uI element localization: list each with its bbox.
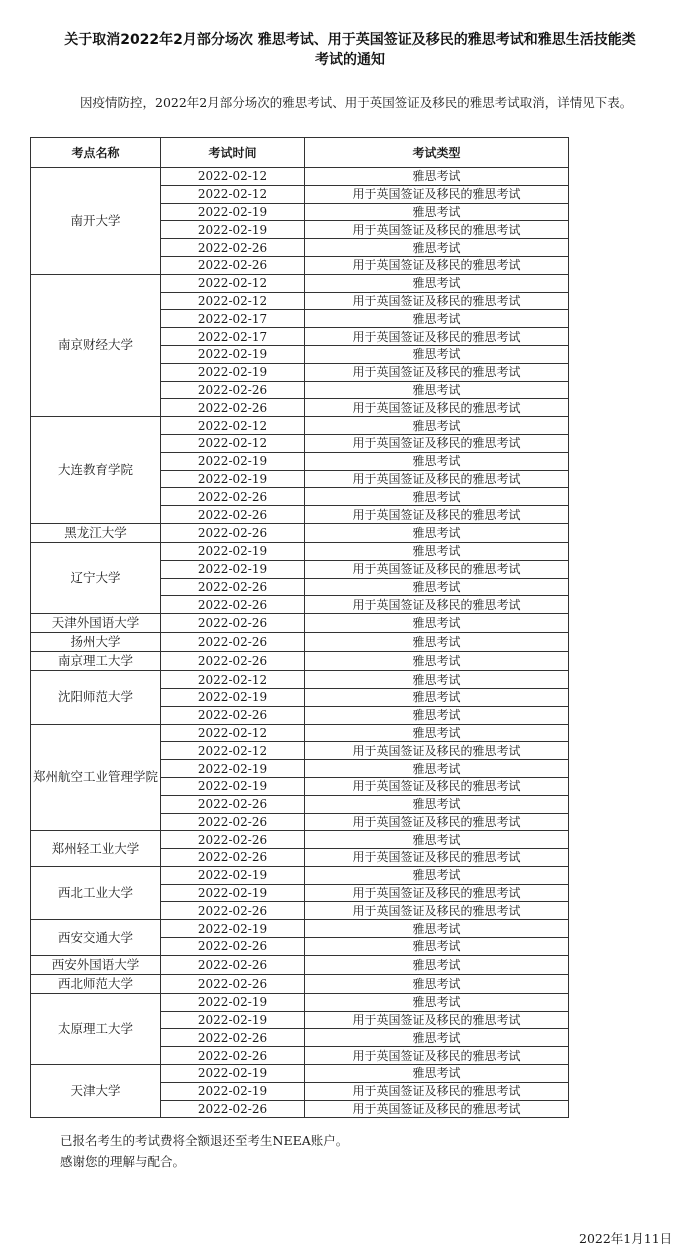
date-cell: 2022-02-26 bbox=[161, 974, 305, 993]
date-cell: 2022-02-26 bbox=[161, 849, 305, 867]
type-cell: 用于英国签证及移民的雅思考试 bbox=[305, 470, 569, 488]
date-cell: 2022-02-26 bbox=[161, 596, 305, 614]
date-cell: 2022-02-26 bbox=[161, 902, 305, 920]
date-cell: 2022-02-19 bbox=[161, 993, 305, 1011]
type-cell: 用于英国签证及移民的雅思考试 bbox=[305, 328, 569, 346]
type-cell: 用于英国签证及移民的雅思考试 bbox=[305, 902, 569, 920]
venue-cell: 太原理工大学 bbox=[31, 993, 161, 1064]
venue-cell: 辽宁大学 bbox=[31, 542, 161, 613]
type-cell: 雅思考试 bbox=[305, 203, 569, 221]
type-cell: 用于英国签证及移民的雅思考试 bbox=[305, 292, 569, 310]
table-row bbox=[31, 274, 569, 292]
date-cell: 2022-02-26 bbox=[161, 831, 305, 849]
date-cell: 2022-02-19 bbox=[161, 688, 305, 706]
type-cell: 用于英国签证及移民的雅思考试 bbox=[305, 221, 569, 239]
table-row bbox=[31, 955, 569, 974]
venue-cell: 天津外国语大学 bbox=[31, 614, 161, 633]
venue-cell: 西安外国语大学 bbox=[31, 955, 161, 974]
date-cell: 2022-02-26 bbox=[161, 1029, 305, 1047]
type-cell: 用于英国签证及移民的雅思考试 bbox=[305, 1047, 569, 1065]
venue-cell: 南开大学 bbox=[31, 168, 161, 275]
date-cell: 2022-02-26 bbox=[161, 381, 305, 399]
type-cell: 雅思考试 bbox=[305, 523, 569, 542]
date-cell: 2022-02-26 bbox=[161, 1047, 305, 1065]
table-row bbox=[31, 866, 569, 884]
type-cell: 雅思考试 bbox=[305, 614, 569, 633]
type-cell: 雅思考试 bbox=[305, 488, 569, 506]
type-cell: 用于英国签证及移民的雅思考试 bbox=[305, 560, 569, 578]
date-cell: 2022-02-26 bbox=[161, 578, 305, 596]
table-row bbox=[31, 168, 569, 186]
table-body bbox=[31, 168, 569, 1118]
type-cell: 雅思考试 bbox=[305, 633, 569, 652]
date-cell: 2022-02-26 bbox=[161, 239, 305, 257]
table-row bbox=[31, 614, 569, 633]
type-cell: 用于英国签证及移民的雅思考试 bbox=[305, 185, 569, 203]
date-cell: 2022-02-12 bbox=[161, 671, 305, 689]
date-cell: 2022-02-12 bbox=[161, 724, 305, 742]
title-line-1: 关于取消2022年2月部分场次 雅思考试、用于英国签证及移民的雅思考试和雅思生活技能类 bbox=[64, 32, 636, 48]
intro-paragraph: 因疫情防控，2022年2月部分场次的雅思考试、用于英国签证及移民的雅思考试取消，详情见下表。 bbox=[80, 95, 633, 110]
venue-cell: 南京财经大学 bbox=[31, 274, 161, 416]
type-cell: 雅思考试 bbox=[305, 578, 569, 596]
date-cell: 2022-02-26 bbox=[161, 488, 305, 506]
type-cell: 雅思考试 bbox=[305, 938, 569, 956]
header-venue: 考点名称 bbox=[31, 138, 161, 168]
type-cell: 雅思考试 bbox=[305, 671, 569, 689]
type-cell: 雅思考试 bbox=[305, 274, 569, 292]
venue-cell: 天津大学 bbox=[31, 1065, 161, 1118]
venue-cell: 郑州航空工业管理学院 bbox=[31, 724, 161, 831]
type-cell: 雅思考试 bbox=[305, 542, 569, 560]
date-cell: 2022-02-26 bbox=[161, 652, 305, 671]
type-cell: 用于英国签证及移民的雅思考试 bbox=[305, 434, 569, 452]
type-cell: 用于英国签证及移民的雅思考试 bbox=[305, 742, 569, 760]
type-cell: 雅思考试 bbox=[305, 345, 569, 363]
header-date: 考试时间 bbox=[161, 138, 305, 168]
date-cell: 2022-02-26 bbox=[161, 706, 305, 724]
type-cell: 用于英国签证及移民的雅思考试 bbox=[305, 813, 569, 831]
type-cell: 雅思考试 bbox=[305, 760, 569, 778]
type-cell: 雅思考试 bbox=[305, 417, 569, 435]
date-cell: 2022-02-19 bbox=[161, 470, 305, 488]
notice-title bbox=[0, 30, 700, 70]
type-cell: 用于英国签证及移民的雅思考试 bbox=[305, 849, 569, 867]
date-cell: 2022-02-26 bbox=[161, 506, 305, 524]
type-cell: 用于英国签证及移民的雅思考试 bbox=[305, 1082, 569, 1100]
notice-date: 2022年1月11日 bbox=[579, 1231, 673, 1246]
date-cell: 2022-02-19 bbox=[161, 542, 305, 560]
type-cell: 用于英国签证及移民的雅思考试 bbox=[305, 777, 569, 795]
table-row bbox=[31, 542, 569, 560]
venue-cell: 沈阳师范大学 bbox=[31, 671, 161, 724]
date-cell: 2022-02-12 bbox=[161, 185, 305, 203]
type-cell: 雅思考试 bbox=[305, 381, 569, 399]
date-cell: 2022-02-19 bbox=[161, 884, 305, 902]
type-cell: 雅思考试 bbox=[305, 1065, 569, 1083]
date-cell: 2022-02-26 bbox=[161, 633, 305, 652]
venue-cell: 扬州大学 bbox=[31, 633, 161, 652]
date-cell: 2022-02-12 bbox=[161, 434, 305, 452]
venue-cell: 黑龙江大学 bbox=[31, 523, 161, 542]
date-cell: 2022-02-19 bbox=[161, 345, 305, 363]
date-cell: 2022-02-19 bbox=[161, 777, 305, 795]
type-cell: 雅思考试 bbox=[305, 310, 569, 328]
date-cell: 2022-02-19 bbox=[161, 866, 305, 884]
type-cell: 用于英国签证及移民的雅思考试 bbox=[305, 1011, 569, 1029]
type-cell: 雅思考试 bbox=[305, 920, 569, 938]
date-cell: 2022-02-26 bbox=[161, 523, 305, 542]
date-cell: 2022-02-26 bbox=[161, 614, 305, 633]
type-cell: 雅思考试 bbox=[305, 706, 569, 724]
date-cell: 2022-02-12 bbox=[161, 292, 305, 310]
date-cell: 2022-02-19 bbox=[161, 363, 305, 381]
date-cell: 2022-02-19 bbox=[161, 920, 305, 938]
venue-cell: 西北工业大学 bbox=[31, 866, 161, 919]
date-cell: 2022-02-19 bbox=[161, 760, 305, 778]
venue-cell: 南京理工大学 bbox=[31, 652, 161, 671]
cancellation-table bbox=[30, 137, 569, 1118]
table-row bbox=[31, 974, 569, 993]
table-row bbox=[31, 523, 569, 542]
type-cell: 雅思考试 bbox=[305, 452, 569, 470]
type-cell: 雅思考试 bbox=[305, 688, 569, 706]
date-cell: 2022-02-19 bbox=[161, 1082, 305, 1100]
date-cell: 2022-02-17 bbox=[161, 310, 305, 328]
type-cell: 雅思考试 bbox=[305, 831, 569, 849]
date-cell: 2022-02-12 bbox=[161, 742, 305, 760]
refund-note: 已报名考生的考试费将全额退还至考生NEEA账户。 bbox=[60, 1133, 349, 1148]
date-cell: 2022-02-19 bbox=[161, 203, 305, 221]
table-row bbox=[31, 831, 569, 849]
date-cell: 2022-02-26 bbox=[161, 256, 305, 274]
date-cell: 2022-02-19 bbox=[161, 221, 305, 239]
type-cell: 雅思考试 bbox=[305, 955, 569, 974]
footer-notes bbox=[60, 1130, 348, 1172]
type-cell: 雅思考试 bbox=[305, 1029, 569, 1047]
table-row bbox=[31, 417, 569, 435]
type-cell: 雅思考试 bbox=[305, 993, 569, 1011]
date-cell: 2022-02-26 bbox=[161, 938, 305, 956]
type-cell: 雅思考试 bbox=[305, 866, 569, 884]
type-cell: 用于英国签证及移民的雅思考试 bbox=[305, 256, 569, 274]
date-cell: 2022-02-12 bbox=[161, 274, 305, 292]
type-cell: 雅思考试 bbox=[305, 168, 569, 186]
venue-cell: 郑州轻工业大学 bbox=[31, 831, 161, 867]
date-cell: 2022-02-12 bbox=[161, 417, 305, 435]
type-cell: 雅思考试 bbox=[305, 795, 569, 813]
type-cell: 用于英国签证及移民的雅思考试 bbox=[305, 399, 569, 417]
date-cell: 2022-02-19 bbox=[161, 452, 305, 470]
type-cell: 雅思考试 bbox=[305, 239, 569, 257]
type-cell: 用于英国签证及移民的雅思考试 bbox=[305, 363, 569, 381]
table-row bbox=[31, 652, 569, 671]
table-row bbox=[31, 993, 569, 1011]
venue-cell: 西安交通大学 bbox=[31, 920, 161, 956]
table-row bbox=[31, 671, 569, 689]
date-cell: 2022-02-26 bbox=[161, 813, 305, 831]
date-cell: 2022-02-26 bbox=[161, 399, 305, 417]
table-row bbox=[31, 920, 569, 938]
date-cell: 2022-02-12 bbox=[161, 168, 305, 186]
date-cell: 2022-02-26 bbox=[161, 795, 305, 813]
type-cell: 用于英国签证及移民的雅思考试 bbox=[305, 596, 569, 614]
header-type: 考试类型 bbox=[305, 138, 569, 168]
date-cell: 2022-02-17 bbox=[161, 328, 305, 346]
type-cell: 雅思考试 bbox=[305, 652, 569, 671]
date-cell: 2022-02-19 bbox=[161, 1011, 305, 1029]
table-row bbox=[31, 724, 569, 742]
type-cell: 雅思考试 bbox=[305, 724, 569, 742]
title-line-2: 考试的通知 bbox=[315, 52, 385, 68]
type-cell: 用于英国签证及移民的雅思考试 bbox=[305, 506, 569, 524]
thanks-note: 感谢您的理解与配合。 bbox=[60, 1154, 186, 1169]
type-cell: 用于英国签证及移民的雅思考试 bbox=[305, 1100, 569, 1118]
table-row bbox=[31, 633, 569, 652]
date-cell: 2022-02-26 bbox=[161, 1100, 305, 1118]
date-cell: 2022-02-19 bbox=[161, 1065, 305, 1083]
type-cell: 用于英国签证及移民的雅思考试 bbox=[305, 884, 569, 902]
venue-cell: 西北师范大学 bbox=[31, 974, 161, 993]
date-cell: 2022-02-26 bbox=[161, 955, 305, 974]
table-row bbox=[31, 1065, 569, 1083]
type-cell: 雅思考试 bbox=[305, 974, 569, 993]
venue-cell: 大连教育学院 bbox=[31, 417, 161, 524]
date-cell: 2022-02-19 bbox=[161, 560, 305, 578]
table-header-row bbox=[31, 138, 569, 168]
